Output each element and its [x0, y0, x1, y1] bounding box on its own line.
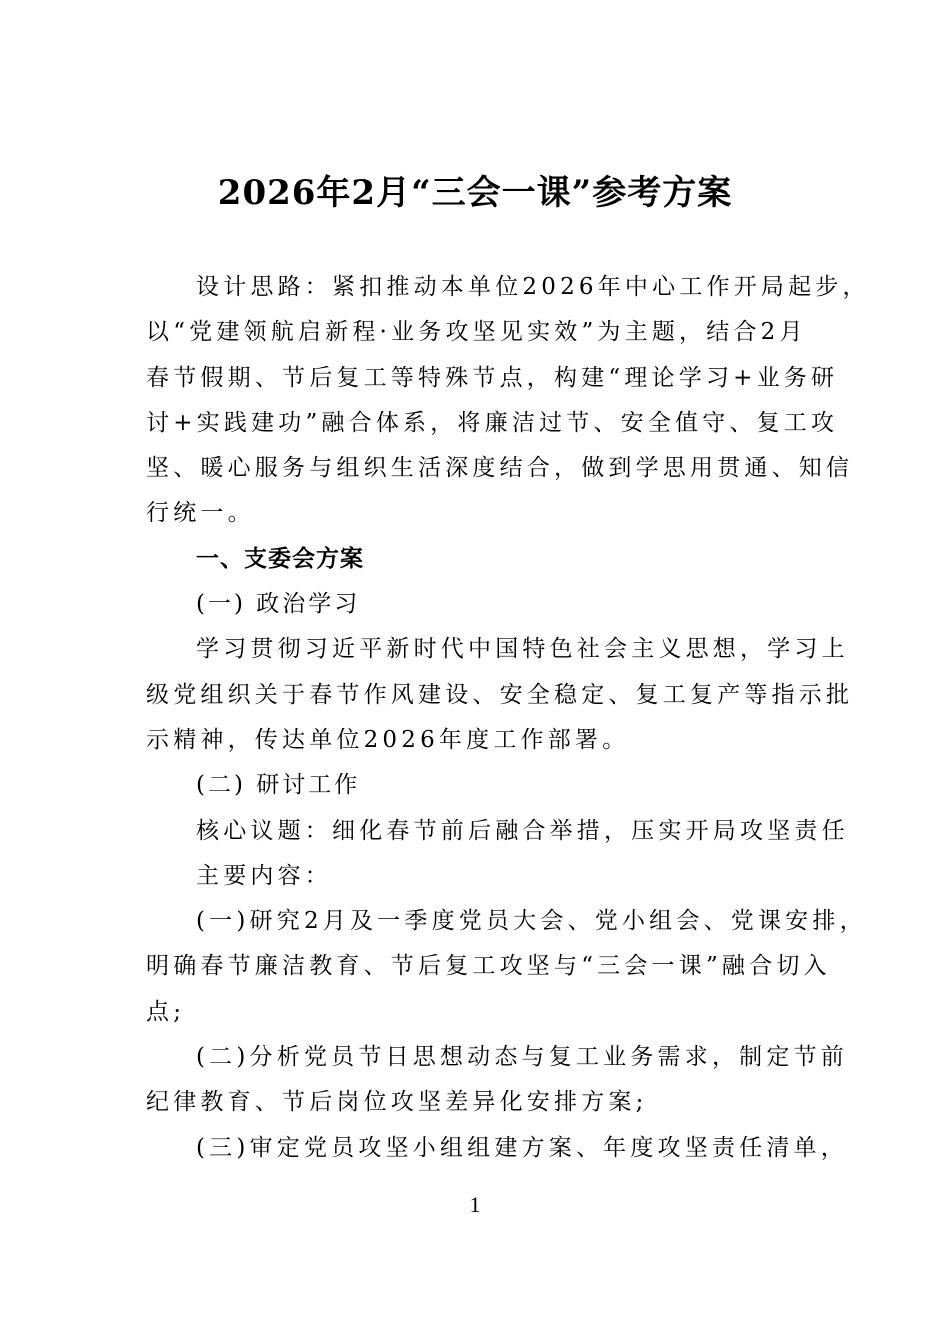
list-item-line: (二)分析党员节日思想动态与复工业务需求，制定节前: [196, 1044, 848, 1071]
document-title: 2026年2月“三会一课”参考方案: [217, 173, 733, 213]
paragraph-line: 示精神，传达单位2026年度工作部署。: [146, 726, 630, 753]
list-item-line: (三)审定党员攻坚小组组建方案、年度攻坚责任清单，: [196, 1134, 848, 1161]
list-item-line: 明确春节廉洁教育、节后复工攻坚与“三会一课”融合切入: [146, 953, 831, 980]
paragraph-line: 设计思路：紧扣推动本单位2026年中心工作开局起步，: [196, 274, 870, 300]
paragraph-line: 主要内容：: [196, 862, 332, 889]
list-item-line: (一)研究2月及一季度党员大会、党小组会、党课安排，: [196, 908, 867, 935]
paragraph-line: 级党组织关于春节作风建设、安全稳定、复工复产等指示批: [146, 681, 854, 708]
paragraph-line: 行统一。: [146, 500, 255, 527]
paragraph-line: 春节假期、节后复工等特殊节点，构建“理论学习+业务研: [146, 364, 839, 391]
section-heading: 一、支委会方案: [196, 545, 364, 572]
list-item-line: 纪律教育、节后岗位攻坚差异化安排方案;: [146, 1089, 648, 1116]
paragraph-line: 以“党建领航启新程·业务攻坚见实效”为主题，结合2月: [146, 319, 807, 346]
paragraph-line: 核心议题：细化春节前后融合举措，压实开局攻坚责任: [196, 817, 849, 844]
list-item-line: 点;: [146, 998, 186, 1025]
subsection-heading: (二) 研讨工作: [196, 772, 361, 799]
paragraph-line: 讨+实践建功”融合体系，将廉洁过节、安全值守、复工攻: [146, 409, 839, 436]
paragraph-line: 学习贯彻习近平新时代中国特色社会主义思想，学习上: [196, 636, 849, 663]
page-number: 1: [469, 1192, 481, 1217]
paragraph-line: 坚、暖心服务与组织生活深度结合，做到学思用贯通、知信: [146, 455, 854, 482]
subsection-heading: (一) 政治学习: [196, 591, 361, 618]
document-body: [146, 265, 870, 1171]
